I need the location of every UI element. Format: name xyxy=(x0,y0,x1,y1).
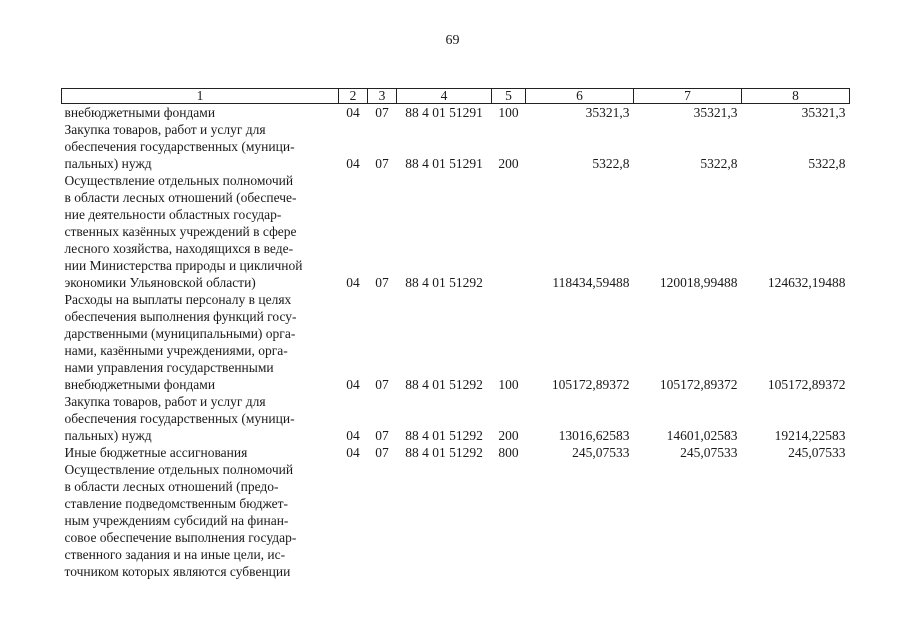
target-article-code xyxy=(397,461,492,580)
description-line: Закупка товаров, работ и услуг для xyxy=(64,394,266,409)
description-line: Расходы на выплаты персоналу в целях xyxy=(64,292,292,307)
description-line: нами, казёнными учреждениями, орга- xyxy=(64,343,288,358)
header-col-7: 7 xyxy=(634,89,742,104)
budget-table xyxy=(61,88,850,580)
row-description xyxy=(62,444,339,461)
amount-col-6: 5322,8 xyxy=(592,156,630,171)
description-line: обеспечения государственных (муници- xyxy=(64,139,295,154)
subsection-code: 07 xyxy=(375,275,389,290)
target-article-code: 88 4 01 51292 xyxy=(405,275,483,290)
description-line: нии Министерства природы и цикличной xyxy=(64,258,303,273)
description-line: дарственными (муниципальными) орга- xyxy=(64,326,296,341)
expense-type-code: 100 xyxy=(498,377,519,392)
table-row xyxy=(62,291,850,393)
subsection-code: 07 xyxy=(375,445,389,460)
table-header-row xyxy=(62,89,850,104)
target-article-code: 88 4 01 51292 xyxy=(405,445,483,460)
header-col-6: 6 xyxy=(526,89,634,104)
description-line: точником которых являются субвенции xyxy=(64,564,291,579)
target-article-code: 88 4 01 51291 xyxy=(405,156,483,171)
expense-type-code xyxy=(492,461,526,580)
table-row xyxy=(62,444,850,461)
description-line: совое обеспечение выполнения государ- xyxy=(64,530,297,545)
description-line: внебюджетными фондами xyxy=(64,105,216,120)
description-line: экономики Ульяновской области) xyxy=(64,275,256,290)
amount-col-7: 35321,3 xyxy=(693,105,738,120)
header-col-4: 4 xyxy=(397,89,492,104)
row-description xyxy=(62,393,339,444)
description-line: нами управления государственными xyxy=(64,360,274,375)
row-description xyxy=(62,172,339,291)
section-code: 04 xyxy=(346,156,360,171)
header-col-5: 5 xyxy=(492,89,526,104)
description-line: пальных) нужд xyxy=(64,428,152,443)
section-code: 04 xyxy=(346,428,360,443)
table-row xyxy=(62,461,850,580)
header-col-2: 2 xyxy=(339,89,368,104)
amount-col-8: 35321,3 xyxy=(801,105,846,120)
description-line: ственного задания и на иные цели, ис- xyxy=(64,547,286,562)
row-description xyxy=(62,104,339,122)
amount-col-8: 19214,22583 xyxy=(774,428,846,443)
amount-col-8: 105172,89372 xyxy=(767,377,846,392)
description-line: внебюджетными фондами xyxy=(64,377,216,392)
description-line: ставление подведомственным бюджет- xyxy=(64,496,289,511)
description-line: Иные бюджетные ассигнования xyxy=(64,445,248,460)
description-line: Осуществление отдельных полномочий xyxy=(64,173,294,188)
table-row xyxy=(62,393,850,444)
description-line: обеспечения выполнения функций госу- xyxy=(64,309,297,324)
description-line: обеспечения государственных (муници- xyxy=(64,411,295,426)
amount-col-7: 5322,8 xyxy=(700,156,738,171)
header-col-3: 3 xyxy=(368,89,397,104)
amount-col-7 xyxy=(634,461,742,580)
row-description xyxy=(62,461,339,580)
section-code: 04 xyxy=(346,275,360,290)
section-code: 04 xyxy=(346,445,360,460)
amount-col-8: 124632,19488 xyxy=(767,275,846,290)
target-article-code: 88 4 01 51292 xyxy=(405,377,483,392)
subsection-code: 07 xyxy=(375,377,389,392)
description-line: лесного хозяйства, находящихся в веде- xyxy=(64,241,294,256)
subsection-code: 07 xyxy=(375,156,389,171)
expense-type-code: 200 xyxy=(498,428,519,443)
amount-col-7: 120018,99488 xyxy=(659,275,738,290)
header-col-1: 1 xyxy=(62,89,339,104)
table-row xyxy=(62,104,850,122)
expense-type-code: 100 xyxy=(498,105,519,120)
amount-col-7: 245,07533 xyxy=(680,445,738,460)
amount-col-6: 35321,3 xyxy=(585,105,630,120)
section-code xyxy=(339,461,368,580)
description-line: в области лесных отношений (обеспече- xyxy=(64,190,297,205)
section-code: 04 xyxy=(346,377,360,392)
page-number: 69 xyxy=(445,33,460,48)
row-description xyxy=(62,121,339,172)
description-line: Осуществление отдельных полномочий xyxy=(64,462,294,477)
target-article-code: 88 4 01 51291 xyxy=(405,105,483,120)
amount-col-6: 105172,89372 xyxy=(551,377,630,392)
description-line: Закупка товаров, работ и услуг для xyxy=(64,122,266,137)
amount-col-7: 14601,02583 xyxy=(666,428,738,443)
subsection-code: 07 xyxy=(375,428,389,443)
header-col-8: 8 xyxy=(742,89,850,104)
description-line: пальных) нужд xyxy=(64,156,152,171)
table-row xyxy=(62,121,850,172)
amount-col-6: 13016,62583 xyxy=(558,428,630,443)
description-line: ным учреждениям субсидий на финан- xyxy=(64,513,289,528)
subsection-code xyxy=(368,461,397,580)
amount-col-6: 245,07533 xyxy=(572,445,630,460)
table-row xyxy=(62,172,850,291)
table-body xyxy=(62,104,850,581)
section-code: 04 xyxy=(346,105,360,120)
description-line: ние деятельности областных государ- xyxy=(64,207,282,222)
target-article-code: 88 4 01 51292 xyxy=(405,428,483,443)
row-description xyxy=(62,291,339,393)
expense-type-code: 800 xyxy=(498,445,519,460)
amount-col-6: 118434,59488 xyxy=(552,275,630,290)
amount-col-8: 5322,8 xyxy=(808,156,846,171)
description-line: в области лесных отношений (предо- xyxy=(64,479,279,494)
description-line: ственных казённых учреждений в сфере xyxy=(64,224,297,239)
expense-type-code xyxy=(492,172,526,291)
amount-col-8 xyxy=(742,461,850,580)
expense-type-code: 200 xyxy=(498,156,519,171)
amount-col-7: 105172,89372 xyxy=(659,377,738,392)
amount-col-6 xyxy=(526,461,634,580)
subsection-code: 07 xyxy=(375,105,389,120)
amount-col-8: 245,07533 xyxy=(788,445,846,460)
